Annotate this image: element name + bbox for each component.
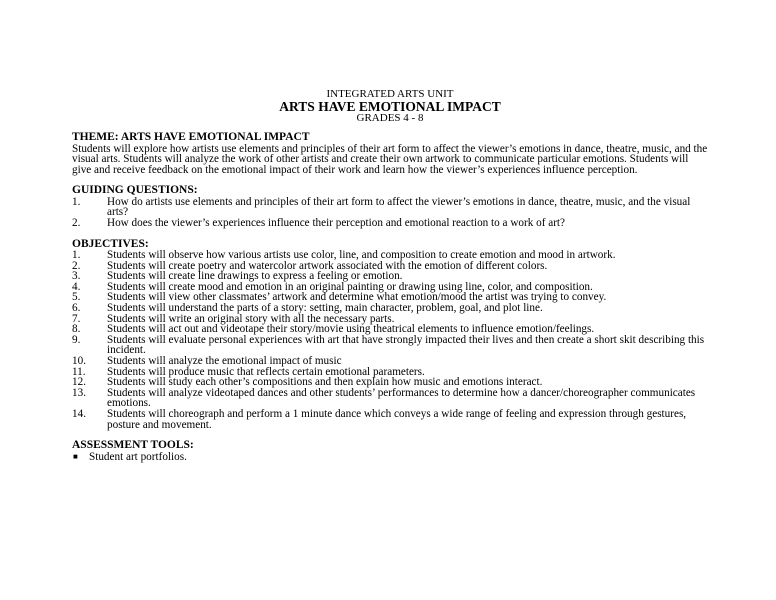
item-text: Students will understand the parts of a story: setting, main character, problem, goal, and plot line. bbox=[107, 302, 543, 315]
objectives-list bbox=[72, 250, 708, 430]
unit-label: INTEGRATED ARTS UNIT bbox=[326, 88, 454, 100]
item-number: 5. bbox=[72, 291, 81, 304]
item-number: 2. bbox=[72, 259, 81, 272]
page-title: ARTS HAVE EMOTIONAL IMPACT bbox=[279, 99, 501, 114]
list-item bbox=[72, 452, 708, 463]
item-number: 11. bbox=[72, 365, 86, 378]
item-text: Student art portfolios. bbox=[89, 450, 187, 463]
item-number: 4. bbox=[72, 280, 81, 293]
list-item bbox=[72, 356, 708, 367]
item-text: Students will create poetry and watercolor artwork associated with the emotion of different colors. bbox=[107, 259, 548, 272]
item-text: Students will produce music that reflects certain emotional parameters. bbox=[107, 365, 425, 378]
assessment-tools-list bbox=[72, 452, 708, 463]
item-number: 9. bbox=[72, 333, 81, 346]
item-number: 7. bbox=[72, 312, 81, 325]
item-text: Students will analyze the emotional impact of music bbox=[107, 355, 342, 367]
item-number: 1. bbox=[72, 195, 81, 208]
document-page bbox=[72, 88, 708, 472]
theme-text: Students will explore how artists use elements and principles of their art form to affect the viewer’s emotions in dance, theatre, music, and the visual arts. Students will analyze the work of other artists and create their own artwork to communicate particular emotions. Students will give and receive feedback on the emotional impact of their work and learn how the viewer’s experiences influence perception. bbox=[72, 142, 708, 176]
bullet-icon: ■ bbox=[73, 451, 78, 461]
item-number: 12. bbox=[72, 376, 86, 389]
item-text: Students will evaluate personal experiences with art that have strongly impacted their lives and then create a short skit describing this incident. bbox=[107, 333, 705, 357]
theme-section bbox=[72, 132, 708, 175]
list-item bbox=[72, 388, 708, 409]
guiding-questions-list bbox=[72, 197, 708, 229]
list-item bbox=[72, 197, 708, 218]
item-text: How do artists use elements and principles of their art form to affect the viewer’s emotions in dance, theatre, music, and the visual arts? bbox=[107, 195, 691, 219]
item-text: Students will observe how various artists use color, line, and composition to create emotion and mood in artwork. bbox=[107, 249, 616, 262]
assessment-tools-heading: ASSESSMENT TOOLS: bbox=[72, 439, 194, 452]
item-number: 2. bbox=[72, 216, 81, 229]
item-text: Students will choreograph and perform a 1 minute dance which conveys a wide range of feeling and expression through gestures, posture and movement. bbox=[107, 407, 687, 431]
item-text: Students will create line drawings to express a feeling or emotion. bbox=[107, 270, 403, 283]
item-number: 3. bbox=[72, 270, 81, 283]
item-text: Students will study each other’s compositions and then explain how music and emotions interact. bbox=[107, 376, 543, 389]
list-item bbox=[72, 409, 708, 430]
item-text: Students will analyze videotaped dances and other students’ performances to determine how a dancer/choreographer communicates emotions. bbox=[107, 386, 696, 410]
document-header bbox=[72, 88, 708, 124]
list-item bbox=[72, 218, 708, 229]
item-text: Students will view other classmates’ artwork and determine what emotion/mood the artist was trying to convey. bbox=[107, 291, 607, 304]
item-number: 13. bbox=[72, 386, 86, 399]
item-text: How does the viewer’s experiences influence their perception and emotional reaction to a work of art? bbox=[107, 216, 565, 229]
item-number: 1. bbox=[72, 249, 81, 262]
grades-label: GRADES 4 - 8 bbox=[356, 112, 424, 124]
assessment-tools-section bbox=[72, 440, 708, 462]
list-item bbox=[72, 335, 708, 356]
item-number: 10. bbox=[72, 355, 86, 367]
item-number: 14. bbox=[72, 407, 86, 420]
item-text: Students will act out and videotape their story/movie using theatrical elements to influence emotion/feelings. bbox=[107, 323, 595, 336]
item-number: 8. bbox=[72, 323, 81, 336]
theme-heading: THEME: ARTS HAVE EMOTIONAL IMPACT bbox=[72, 131, 310, 143]
item-number: 6. bbox=[72, 302, 81, 315]
item-text: Students will create mood and emotion in an original painting or drawing using line, color, and composition. bbox=[107, 280, 593, 293]
objectives-heading: OBJECTIVES: bbox=[72, 237, 149, 250]
objectives-section bbox=[72, 239, 708, 431]
guiding-questions-section bbox=[72, 185, 708, 228]
guiding-questions-heading: GUIDING QUESTIONS: bbox=[72, 184, 198, 197]
item-text: Students will write an original story with all the necessary parts. bbox=[107, 312, 395, 325]
